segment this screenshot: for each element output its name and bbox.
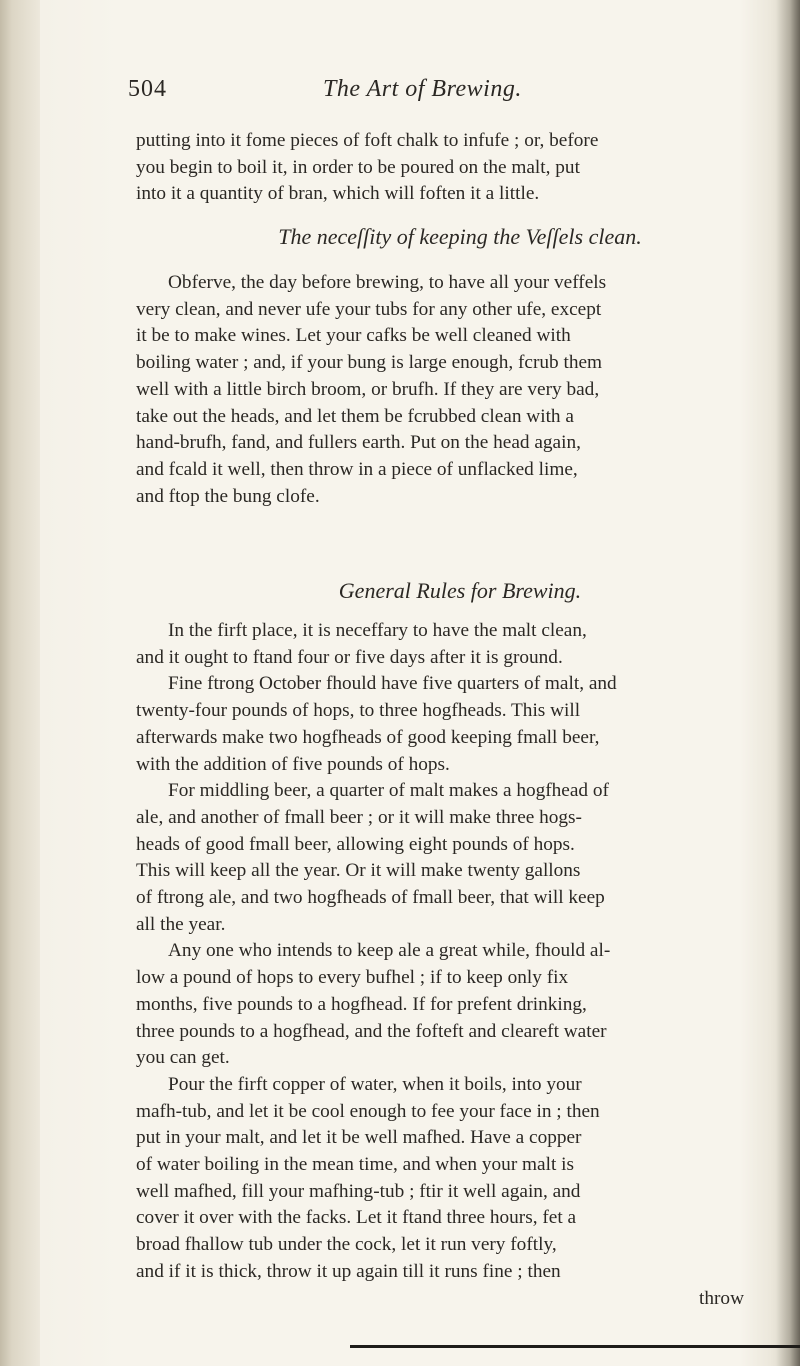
- text-line: three pounds to a hogfhead, and the fofteft and cleareft water: [136, 1020, 607, 1042]
- text-line: well with a little birch broom, or brufh. If they are very bad,: [136, 378, 600, 400]
- page-gutter: [0, 0, 40, 1366]
- text-line: In the firft place, it is neceffary to have the malt clean,: [168, 620, 587, 641]
- text-line: boiling water ; and, if your bung is large enough, fcrub them: [136, 352, 603, 374]
- text-line: Any one who intends to keep ale a great while, fhould al-: [168, 940, 611, 962]
- section-heading-general-rules: General Rules for Brewing.: [338, 578, 582, 603]
- catchword: throw: [699, 1287, 744, 1309]
- text-line: broad fhallow tub under the cock, let it run very foftly,: [136, 1234, 557, 1256]
- page-number: 504: [128, 76, 167, 102]
- text-line: ale, and another of fmall beer ; or it will make three hogs-: [136, 806, 582, 828]
- text-line: and fcald it well, then throw in a piece of unflacked lime,: [136, 458, 578, 480]
- text-line: of water boiling in the mean time, and when your malt is: [136, 1154, 575, 1176]
- text-line: months, five pounds to a hogfhead. If for prefent drinking,: [136, 993, 587, 1015]
- text-line: and ftop the bung clofe.: [136, 485, 320, 507]
- text-line: and if it is thick, throw it up again till it runs fine ; then: [136, 1260, 561, 1282]
- text-line: take out the heads, and let them be fcrubbed clean with a: [136, 405, 574, 427]
- running-title: The Art of Brewing.: [323, 76, 522, 102]
- intro-paragraph: [136, 128, 784, 208]
- text-line: low a pound of hops to every bufhel ; if to keep only fix: [136, 967, 569, 989]
- text-line: all the year.: [136, 913, 226, 935]
- text-line: Pour the firft copper of water, when it boils, into your: [168, 1073, 582, 1095]
- text-line: twenty-four pounds of hops, to three hogfheads. This will: [136, 700, 581, 722]
- text-line: This will keep all the year. Or it will make twenty gallons: [136, 860, 581, 882]
- text-line: mafh-tub, and let it be cool enough to fee your face in ; then: [136, 1100, 600, 1122]
- text-line: of ftrong ale, and two hogfheads of fmall beer, that will keep: [136, 887, 605, 909]
- text-line: you begin to boil it, in order to be poured on the malt, put: [136, 156, 580, 178]
- section-heading-vessels: The neceſſity of keeping the Veſſels clean.: [278, 224, 642, 249]
- text-line: putting into it fome pieces of foft chalk to infufe ; or, before: [136, 130, 599, 151]
- section-body-vessels: [136, 270, 784, 510]
- text-line: hand-brufh, fand, and fullers earth. Put on the head again,: [136, 432, 581, 454]
- text-line: with the addition of five pounds of hops.: [136, 753, 450, 775]
- text-line: well mafhed, fill your mafhing-tub ; ftir it well again, and: [136, 1180, 581, 1202]
- text-line: Fine ftrong October fhould have five quarters of malt, and: [168, 673, 617, 695]
- text-line: Obferve, the day before brewing, to have all your veffels: [168, 272, 607, 293]
- text-line: and it ought to ftand four or five days after it is ground.: [136, 646, 563, 668]
- text-line: put in your malt, and let it be well mafhed. Have a copper: [136, 1127, 582, 1149]
- text-line: into it a quantity of bran, which will foften it a little.: [136, 183, 540, 205]
- text-line: you can get.: [136, 1047, 230, 1069]
- text-line: cover it over with the facks. Let it ftand three hours, fet a: [136, 1207, 577, 1229]
- text-line: it be to make wines. Let your cafks be well cleaned with: [136, 325, 571, 347]
- text-line: very clean, and never ufe your tubs for any other ufe, except: [136, 298, 602, 320]
- section-body-general-rules: [136, 618, 784, 1312]
- page-header: [128, 76, 688, 112]
- text-line: heads of good fmall beer, allowing eight pounds of hops.: [136, 833, 575, 855]
- page-bottom-edge: [350, 1345, 800, 1348]
- text-line: For middling beer, a quarter of malt makes a hogfhead of: [168, 780, 609, 802]
- text-line: afterwards make two hogfheads of good keeping fmall beer,: [136, 726, 600, 748]
